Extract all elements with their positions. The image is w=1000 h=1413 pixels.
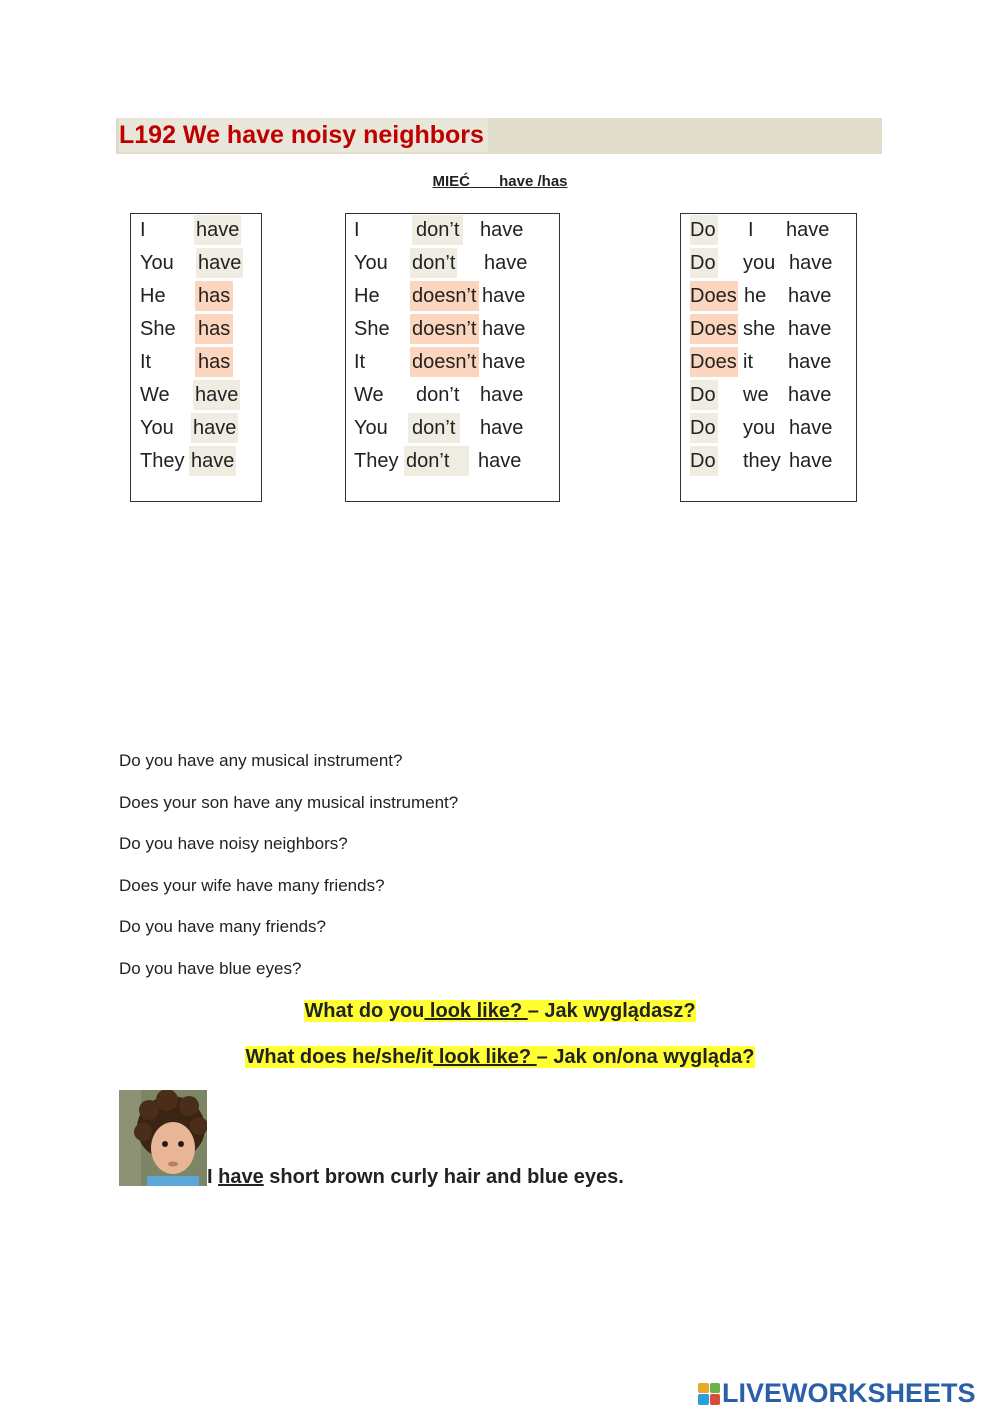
phrase-part: – Jak on/ona wygląda? <box>536 1046 755 1068</box>
auxiliary: Do <box>690 413 718 443</box>
pronoun: it <box>743 351 753 373</box>
auxiliary: Do <box>690 446 718 476</box>
verb: have <box>189 446 236 476</box>
auxiliary: don’t <box>416 384 460 406</box>
pronoun: you <box>743 252 776 274</box>
verb: have <box>788 318 832 340</box>
pronoun: we <box>743 384 769 406</box>
verb: has <box>195 314 233 344</box>
logo-icon <box>698 1383 720 1405</box>
sentence-part: I <box>207 1166 219 1188</box>
verb: have <box>194 215 241 245</box>
pronoun: I <box>140 219 146 241</box>
description-sentence <box>207 1166 624 1189</box>
question-text: Do you have any musical instrument? <box>119 751 403 770</box>
phrase-part: What do you <box>304 1000 425 1022</box>
pronoun: she <box>743 318 776 340</box>
verb: have <box>484 252 528 274</box>
question-text: Does your wife have many friends? <box>119 876 385 895</box>
pronoun: He <box>140 285 166 307</box>
verb: have <box>786 219 830 241</box>
logo-text: LIVEWORKSHEETS <box>722 1378 976 1408</box>
pronoun: It <box>354 351 366 373</box>
auxiliary: doesn’t <box>410 281 479 311</box>
pronoun: You <box>354 252 388 274</box>
negative-table <box>345 213 560 502</box>
auxiliary: Does <box>690 314 738 344</box>
pronoun: She <box>354 318 390 340</box>
question-table <box>680 213 857 502</box>
pronoun: They <box>354 450 399 472</box>
phrase-part: – Jak wyglądasz? <box>527 1000 696 1022</box>
auxiliary: Do <box>690 215 718 245</box>
pronoun: They <box>140 450 185 472</box>
auxiliary: don’t <box>404 446 469 476</box>
verb: has <box>195 281 233 311</box>
verb: have <box>480 219 524 241</box>
question-text: Does your son have any musical instrument? <box>119 793 459 812</box>
verb: have <box>788 384 832 406</box>
pronoun: you <box>743 417 776 439</box>
auxiliary: don’t <box>408 413 460 443</box>
sentence-part: short brown curly hair and blue eyes. <box>263 1166 624 1188</box>
verb: have <box>193 380 240 410</box>
verb: has <box>195 347 233 377</box>
question-text: Do you have blue eyes? <box>119 959 302 978</box>
pronoun: He <box>354 285 380 307</box>
verb: have <box>788 285 832 307</box>
auxiliary: Do <box>690 248 718 278</box>
subtitle <box>0 173 1000 190</box>
phrase-part: What does he/she/it <box>245 1046 434 1068</box>
auxiliary: don’t <box>410 248 457 278</box>
pronoun: You <box>354 417 388 439</box>
verb: have <box>482 351 526 373</box>
verb: have <box>480 417 524 439</box>
verb: have <box>482 318 526 340</box>
verb: have <box>480 384 524 406</box>
auxiliary: Does <box>690 347 738 377</box>
verb: have <box>789 450 833 472</box>
subtitle-text: MIEĆ have /has <box>432 173 568 190</box>
verb: have <box>788 351 832 373</box>
pronoun: they <box>743 450 781 472</box>
auxiliary: Do <box>690 380 718 410</box>
pronoun: We <box>140 384 170 406</box>
pronoun: You <box>140 252 174 274</box>
phrase-look-like-he-she <box>0 1046 1000 1069</box>
pronoun: I <box>354 219 360 241</box>
question-text: Do you have noisy neighbors? <box>119 834 348 853</box>
pronoun: It <box>140 351 152 373</box>
verb: have <box>196 248 243 278</box>
verb: have <box>789 417 833 439</box>
verb: have <box>482 285 526 307</box>
liveworksheets-logo <box>698 1378 976 1409</box>
verb: have <box>478 450 522 472</box>
page-title: L192 We have noisy neighbors <box>119 118 488 152</box>
auxiliary: Does <box>690 281 738 311</box>
phrase-underlined: look like? <box>433 1046 537 1068</box>
phrase-underlined: look like? <box>424 1000 528 1022</box>
pronoun: She <box>140 318 176 340</box>
phrase-look-like-you <box>0 1000 1000 1023</box>
pronoun: We <box>354 384 384 406</box>
verb: have <box>191 413 238 443</box>
auxiliary: don’t <box>412 215 463 245</box>
sentence-verb: have <box>218 1166 264 1188</box>
auxiliary: doesn’t <box>410 314 479 344</box>
pronoun: I <box>748 219 754 241</box>
verb: have <box>789 252 833 274</box>
affirmative-table <box>130 213 262 502</box>
question-text: Do you have many friends? <box>119 917 326 936</box>
child-photo <box>119 1090 207 1186</box>
pronoun: he <box>744 285 767 307</box>
auxiliary: doesn’t <box>410 347 479 377</box>
pronoun: You <box>140 417 174 439</box>
